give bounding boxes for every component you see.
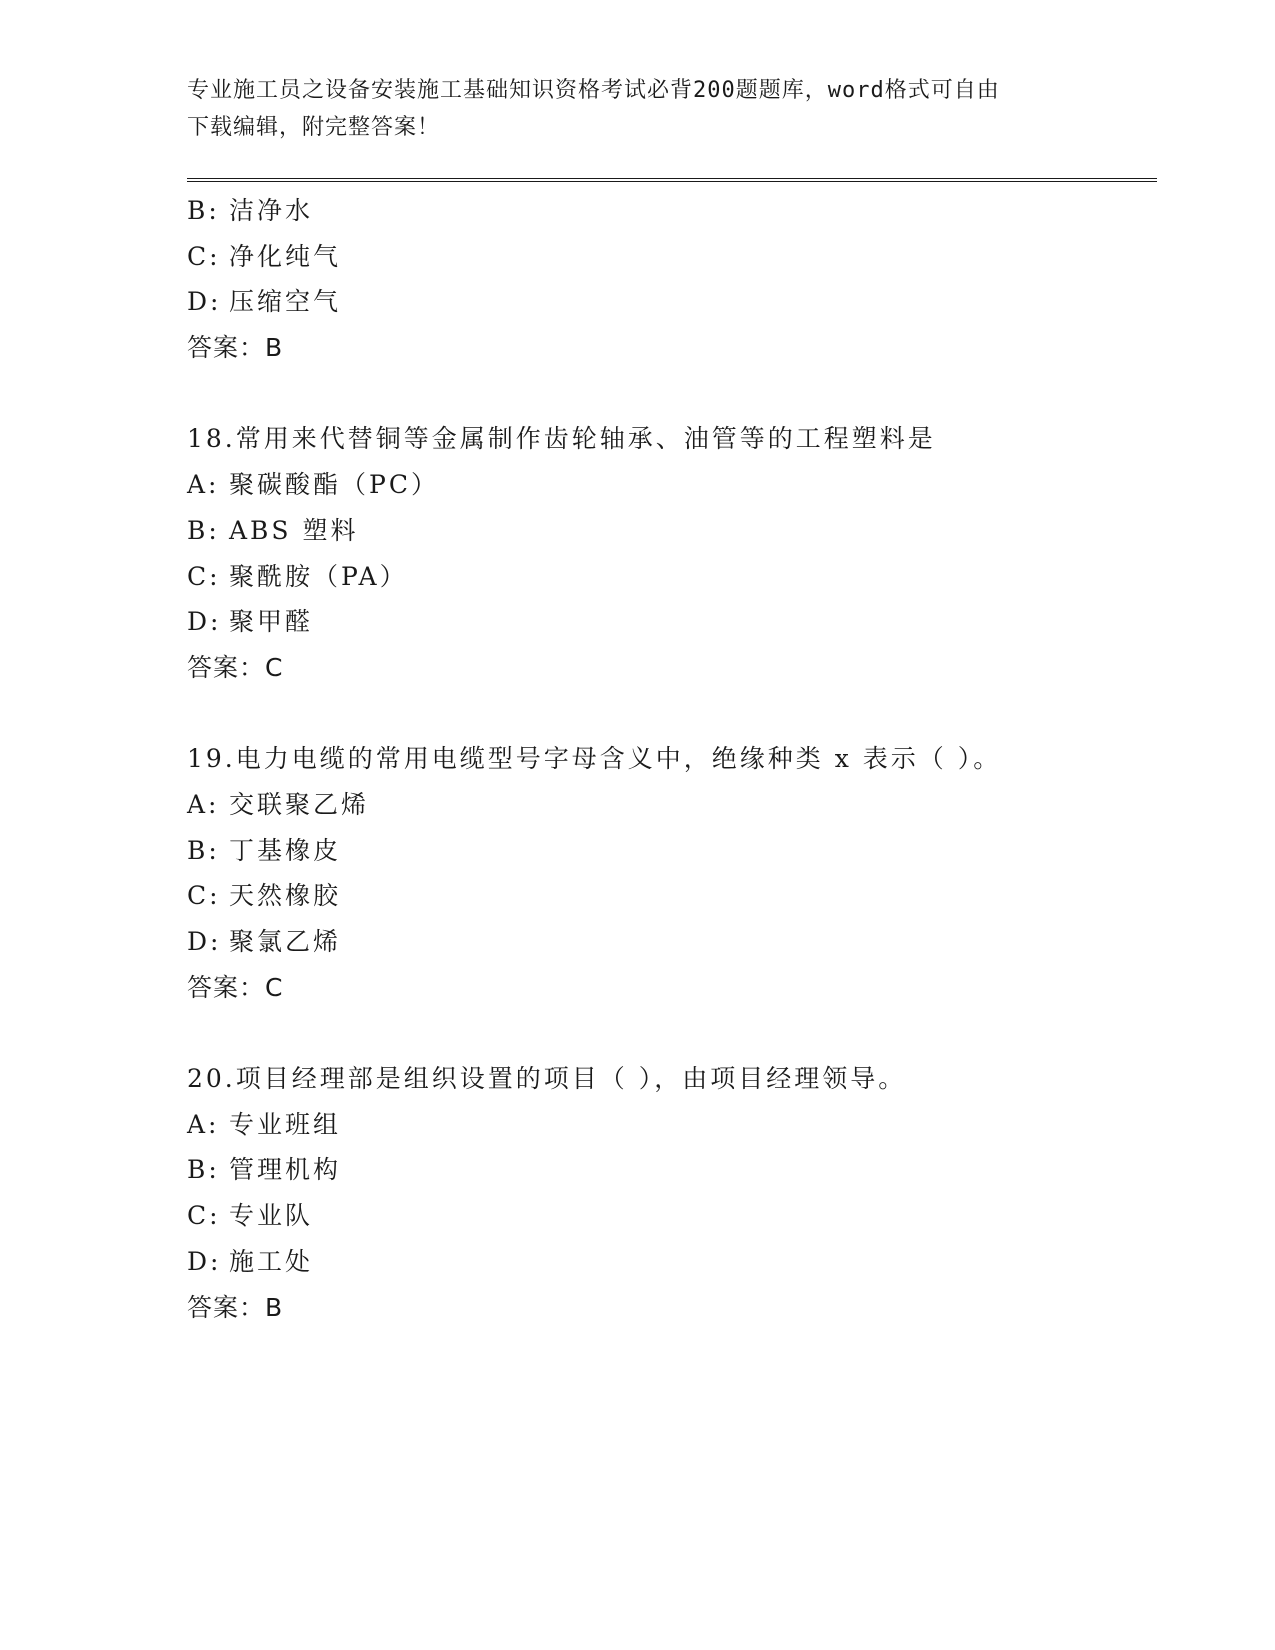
option-letter: D: — [187, 607, 222, 637]
option-text: 丁基橡皮 — [229, 835, 342, 865]
option-c — [187, 234, 1157, 280]
question-20 — [187, 1056, 1157, 1330]
option-d — [187, 1239, 1157, 1285]
option-c — [187, 554, 1157, 600]
option-letter: C: — [187, 561, 221, 591]
question-list — [187, 188, 1157, 1330]
question-stem: 20.项目经理部是组织设置的项目（ ），由项目经理领导。 — [187, 1064, 907, 1094]
option-text: 专业班组 — [229, 1109, 342, 1139]
option-c — [187, 1193, 1157, 1239]
option-text: 交联聚乙烯 — [229, 789, 370, 819]
option-text: ABS 塑料 — [229, 515, 359, 545]
option-text: 压缩空气 — [229, 287, 342, 317]
option-text: 施工处 — [229, 1246, 314, 1276]
option-a — [187, 462, 1157, 508]
answer-line: 答案：B — [187, 333, 284, 363]
option-text: 管理机构 — [229, 1155, 342, 1185]
option-a — [187, 782, 1157, 828]
option-d — [187, 599, 1157, 645]
question-stem: 18.常用来代替铜等金属制作齿轮轴承、油管等的工程塑料是 — [187, 424, 936, 454]
option-letter: C: — [187, 1201, 221, 1231]
option-letter: D: — [187, 287, 222, 317]
option-c — [187, 873, 1157, 919]
option-b — [187, 1147, 1157, 1193]
option-letter: B: — [187, 835, 220, 865]
spacer — [187, 691, 1157, 737]
question-stem: 19.电力电缆的常用电缆型号字母含义中，绝缘种类 x 表示（ ）。 — [187, 744, 1002, 774]
option-b — [187, 508, 1157, 554]
question-18 — [187, 416, 1157, 690]
option-text: 洁净水 — [229, 196, 314, 225]
option-text: 净化纯气 — [229, 241, 342, 271]
answer-line: 答案：B — [187, 1292, 284, 1322]
header-line-1: 专业施工员之设备安装施工基础知识资格考试必背200题题库，word格式可自由 — [187, 78, 1000, 103]
option-b — [187, 828, 1157, 874]
option-letter: D: — [187, 1246, 222, 1276]
option-text: 聚酰胺（PA） — [229, 561, 408, 591]
option-letter: A: — [187, 789, 220, 819]
answer-line: 答案：C — [187, 972, 284, 1002]
option-letter: D: — [187, 927, 222, 956]
option-text: 聚甲醛 — [229, 607, 314, 637]
option-text: 专业队 — [229, 1201, 314, 1231]
spacer — [187, 1010, 1157, 1056]
option-d — [187, 279, 1157, 325]
option-d — [187, 919, 1157, 965]
spacer — [187, 371, 1157, 417]
question-17-tail — [187, 188, 1157, 371]
option-letter: A: — [187, 470, 220, 500]
option-letter: B: — [187, 196, 220, 225]
option-letter: C: — [187, 241, 221, 271]
question-19 — [187, 736, 1157, 1010]
option-letter: C: — [187, 881, 221, 911]
header-divider — [187, 178, 1157, 182]
option-letter: B: — [187, 1155, 220, 1185]
option-text: 聚氯乙烯 — [229, 927, 342, 956]
option-text: 天然橡胶 — [229, 881, 342, 911]
option-a — [187, 1102, 1157, 1148]
option-b — [187, 188, 1157, 234]
option-text: 聚碳酸酯（PC） — [229, 470, 439, 500]
option-letter: A: — [187, 1109, 220, 1139]
page-header — [187, 72, 1087, 146]
answer-line: 答案：C — [187, 652, 284, 682]
header-line-2: 下载编辑，附完整答案！ — [187, 115, 441, 140]
option-letter: B: — [187, 515, 220, 545]
